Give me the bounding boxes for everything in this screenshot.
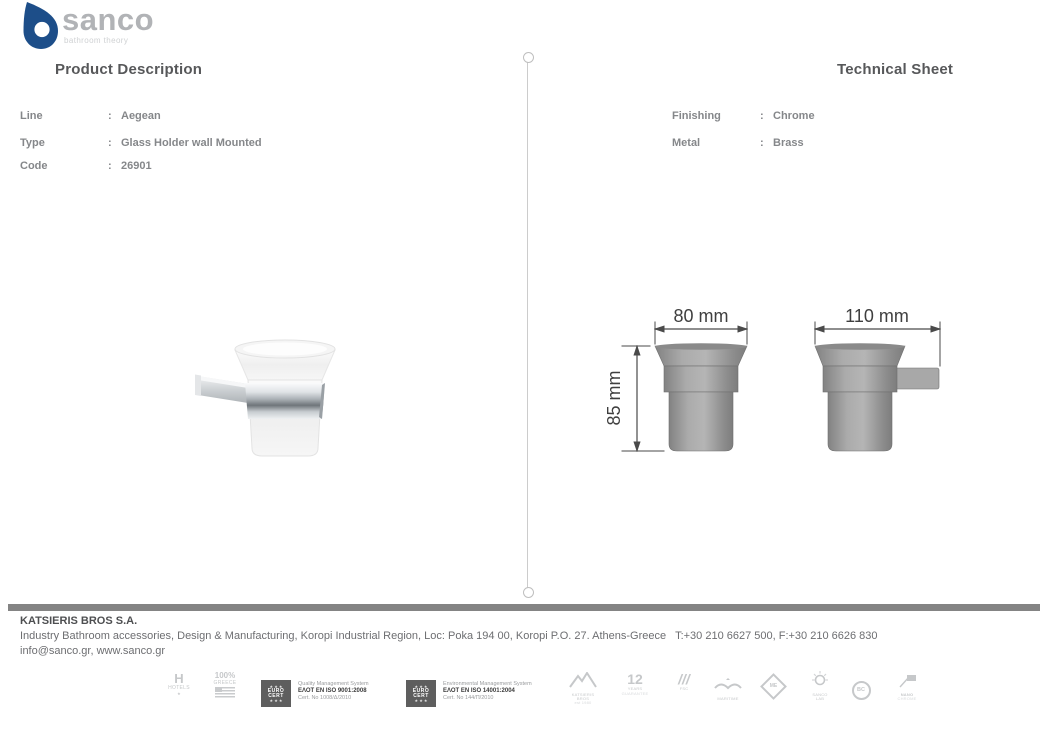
cert-fsc [666, 672, 702, 692]
cert-iso-9001 [298, 681, 398, 702]
cert-100-greece [206, 672, 244, 698]
field-value: Glass Holder wall Mounted [121, 137, 262, 149]
cert-sanco-lab [800, 670, 840, 701]
field-colon: : [108, 110, 112, 122]
maritime-bird-icon [713, 678, 743, 692]
field-label: Finishing [672, 110, 721, 122]
chrome-band [245, 383, 325, 419]
hotels-h-icon: H [174, 671, 184, 686]
nano-label: NANO [900, 691, 914, 697]
field-label: Type [20, 137, 45, 149]
me-diamond-icon [760, 673, 787, 700]
katsieris-label: KATSIERIS [571, 691, 595, 697]
badge-stars: ★ ★ ★ [269, 683, 283, 689]
lightbulb-icon [809, 670, 831, 688]
field-label: Metal [672, 137, 701, 149]
brand-logo [18, 2, 238, 52]
bc-label: BC [857, 687, 865, 694]
field-colon: : [760, 110, 764, 122]
dim-front-width: 80 mm [673, 306, 729, 326]
eurocert-badge-icon [406, 680, 436, 707]
cert-system-label: Environmental Management System [443, 681, 532, 687]
sancolab-label: SANCO [812, 691, 828, 697]
brand-name: sanco [62, 2, 155, 37]
maritime-label: MARITIME [717, 695, 739, 701]
badge-stars: ★ ★ ★ [414, 697, 428, 703]
cert-katsieris-bros [560, 672, 606, 706]
badge-stars: ★ ★ ★ [269, 697, 283, 703]
cert-standard-label: ΕΛΟΤ EN ISO 9001:2008 [298, 687, 367, 694]
divider-bottom-dot [523, 587, 534, 598]
cert-nano-chrome [886, 674, 928, 701]
field-value: Brass [773, 137, 804, 149]
footer-contacts: info@sanco.gr, www.sanco.gr [20, 645, 166, 657]
fsc-label: FSC [679, 686, 689, 692]
left-panel-title: Product Description [55, 61, 203, 78]
eurocert-badge-icon [261, 680, 291, 707]
dim-side-width: 110 mm [845, 306, 909, 326]
footer-address: Industry Bathroom accessories, Design & Manufacturing, Koropi Industrial Region, Loc: Poka 194 00, Koropi P.O. 27. Athens-Greece T:+30 210 6627 500, F:+30 210 6626 830 [20, 630, 878, 642]
field-colon: : [108, 137, 112, 149]
fsc-stripes-icon: /// [678, 671, 690, 687]
cert-hotels [162, 672, 196, 696]
footer-company: KATSIERIS BROS S.A. [20, 615, 138, 627]
wall-bracket [195, 375, 248, 404]
cert-me [756, 674, 790, 698]
years-sub-label: GUARANTEE [621, 690, 649, 696]
field-code [20, 160, 152, 172]
years-label: YEARS [627, 686, 643, 692]
right-panel-title: Technical Sheet [837, 61, 954, 78]
field-colon: : [108, 160, 112, 172]
field-line [20, 110, 161, 122]
badge-cert: CERT [413, 692, 429, 699]
drawing-side-view [815, 306, 940, 451]
cert-number-label: Cert. No 1008/Δ/2010 [298, 695, 352, 702]
field-finishing [672, 110, 815, 122]
technical-drawing [600, 298, 960, 470]
cert-maritime [706, 678, 750, 701]
years-number: 12 [627, 671, 643, 687]
cert-standard-label: ΕΛΟΤ EN ISO 14001:2004 [443, 687, 515, 694]
badge-euro: EURO [412, 687, 430, 694]
greece-percent-label: 100% [214, 671, 236, 680]
sancolab-sub-label: LAB [815, 695, 825, 701]
field-value: Aegean [121, 110, 161, 122]
divider-top-dot [523, 52, 534, 63]
hotels-star-icon: ★ [177, 690, 181, 696]
badge-cert: CERT [268, 692, 284, 699]
greece-flag-icon [215, 687, 235, 698]
nano-sub-label: CHROME [897, 695, 917, 701]
nano-flag-icon [897, 674, 917, 688]
katsieris-bros-label: BROS [576, 695, 590, 701]
badge-stars: ★ ★ ★ [414, 683, 428, 689]
field-type [20, 137, 262, 149]
bracket-arm-shape [893, 368, 939, 389]
hotels-label: HOTELS [168, 685, 190, 692]
center-divider [527, 60, 528, 588]
cert-system-label: Quality Management System [298, 681, 369, 687]
field-metal [672, 137, 804, 149]
field-value: Chrome [773, 110, 815, 122]
field-label: Code [20, 160, 48, 172]
cert-bc [846, 678, 876, 701]
greece-label: GREECE [213, 679, 237, 686]
cert-iso-14001 [443, 681, 553, 702]
field-value: 26901 [121, 160, 152, 172]
me-label: ME [769, 682, 777, 689]
bc-circle-icon [852, 681, 871, 700]
cert-number-label: Cert. No 144/Π/2010 [443, 695, 494, 702]
drawing-front-view [604, 306, 747, 451]
field-colon: : [760, 137, 764, 149]
brand-tagline: bathroom theory [64, 36, 129, 45]
badge-euro: EURO [267, 687, 285, 694]
footer-divider-bar [8, 604, 1040, 611]
sanco-drop-icon [18, 2, 62, 50]
mountains-icon [569, 672, 597, 688]
field-label: Line [20, 110, 43, 122]
product-photo [188, 322, 358, 472]
dim-height: 85 mm [604, 370, 624, 426]
cert-12-years [616, 672, 654, 696]
katsieris-est-label: est 1980 [574, 700, 592, 706]
